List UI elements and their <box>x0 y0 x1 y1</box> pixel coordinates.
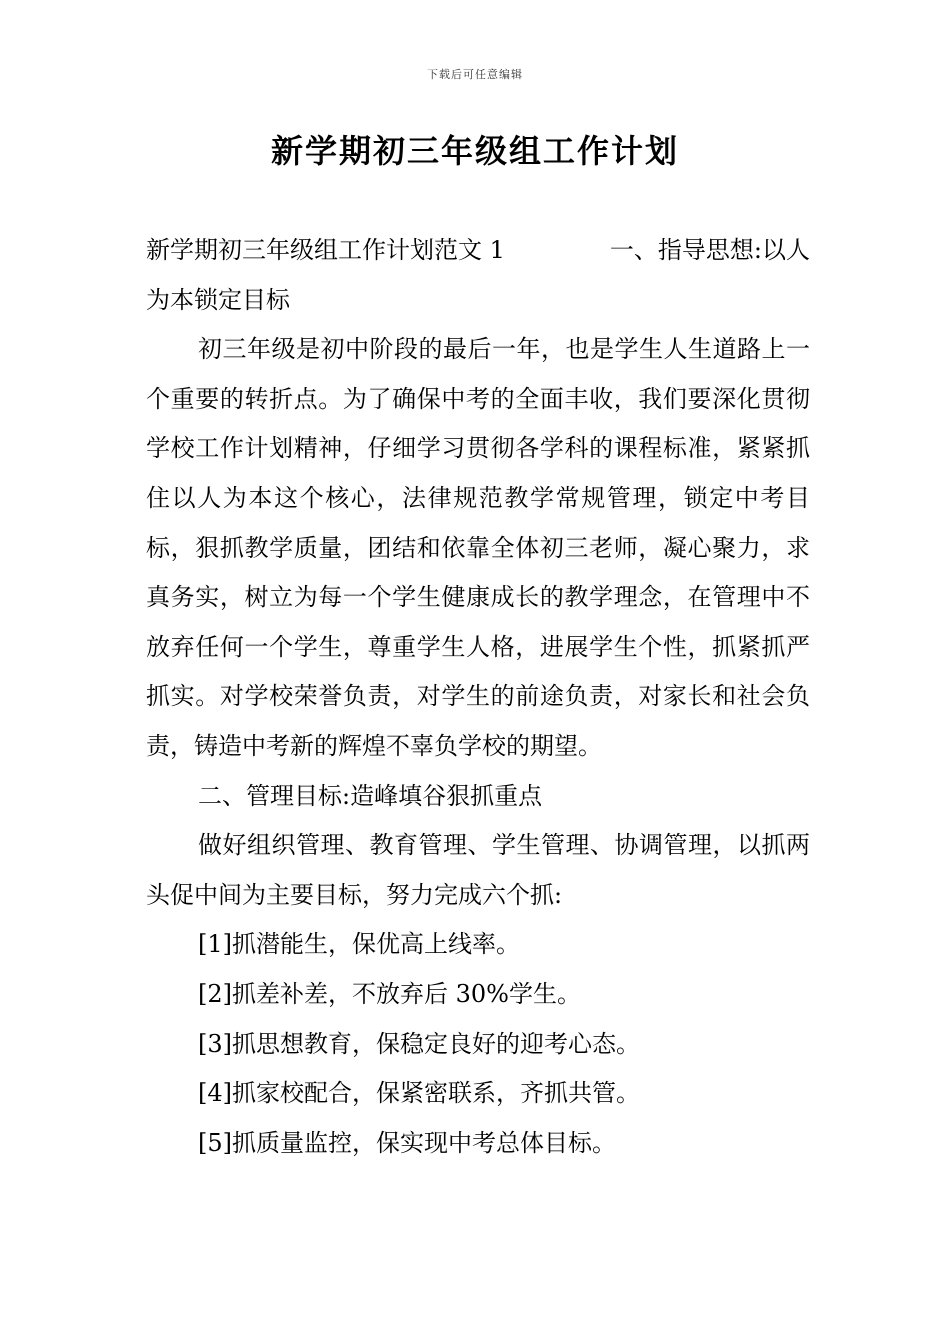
paragraph-guiding-thought: 初三年级是初中阶段的最后一年，也是学生人生道路上一个重要的转折点。为了确保中考的全面丰收，我们要深化贯彻学校工作计划精神，仔细学习贯彻各学科的课程标准，紧紧抓住以人为本这个核心，法律规范教学常规管理，锁定中考目标，狠抓教学质量，团结和依靠全体初三老师，凝心聚力，求真务实，树立为每一个学生健康成长的教学理念，在管理中不放弃任何一个学生，尊重学生人格，进展学生个性，抓紧抓严抓实。对学校荣誉负责，对学生的前途负责，对家长和社会负责，铸造中考新的辉煌不辜负学校的期望。 <box>146 335 810 760</box>
intro-left-text: 新学期初三年级组工作计划范文 1 <box>146 236 505 264</box>
document-title: 新学期初三年级组工作计划 <box>270 132 679 170</box>
document-body <box>146 226 810 1168</box>
header-note: 下载后可任意编辑 <box>427 68 523 81</box>
intro-right-text: 一、指导思想:以人 <box>609 236 810 264</box>
intro-line <box>146 226 810 276</box>
list-item: [5]抓质量监控，保实现中考总体目标。 <box>198 1128 616 1157</box>
list-item: [1]抓潜能生，保优高上线率。 <box>198 930 520 959</box>
intro-continuation: 为本锁定目标 <box>146 285 290 314</box>
list-item: [3]抓思想教育，保稳定良好的迎考心态。 <box>198 1029 640 1058</box>
heading-management-goal: 二、管理目标:造峰填谷狠抓重点 <box>198 781 543 810</box>
list-item: [2]抓差补差，不放弃后 30%学生。 <box>198 979 581 1008</box>
list-item: [4]抓家校配合，保紧密联系，齐抓共管。 <box>198 1079 640 1108</box>
paragraph-management-intro: 做好组织管理、教育管理、学生管理、协调管理，以抓两头促中间为主要目标，努力完成六个抓: <box>146 831 810 909</box>
